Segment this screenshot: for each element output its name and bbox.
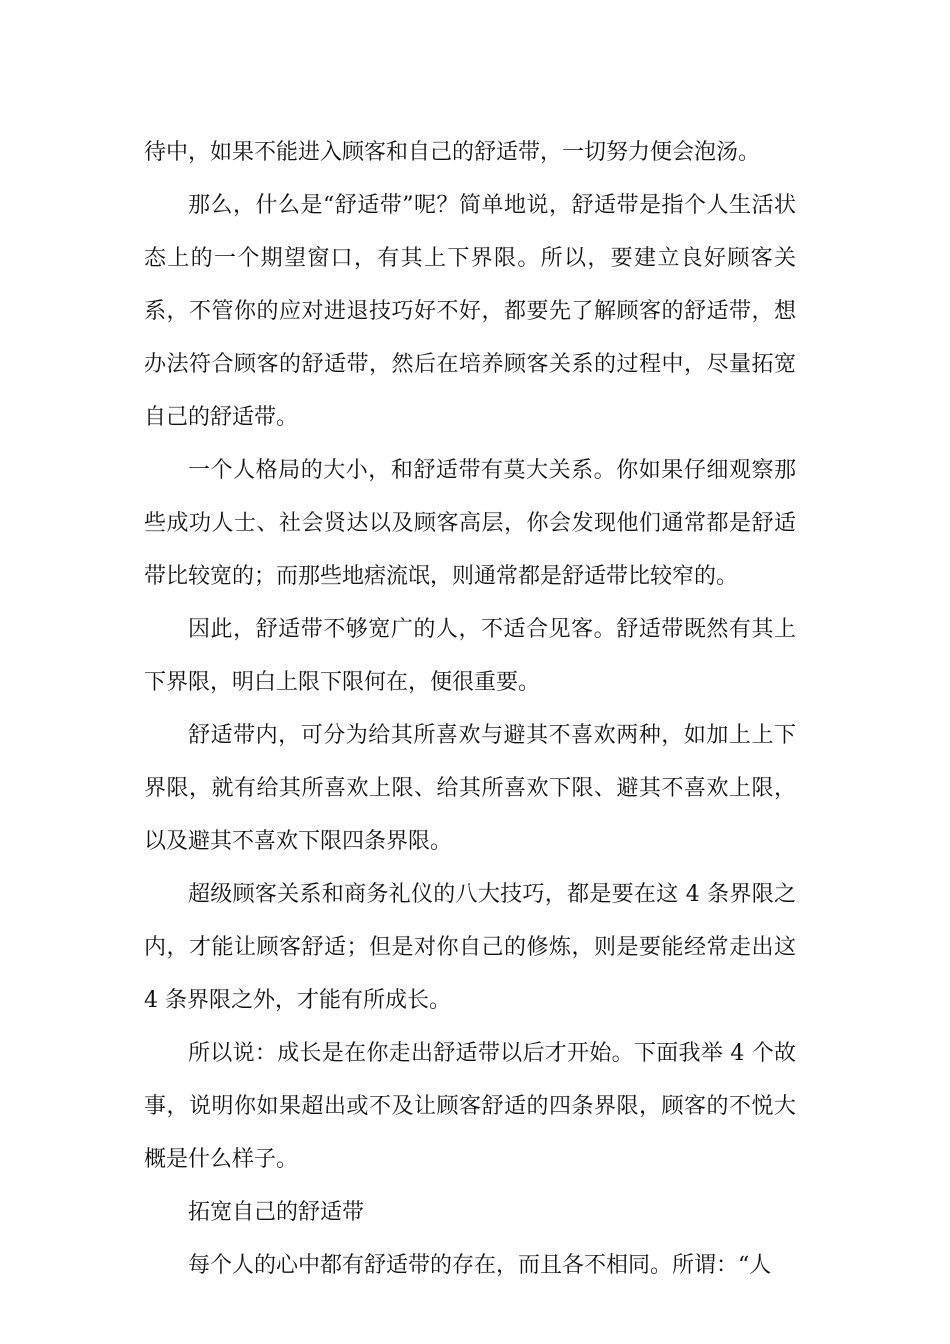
paragraph-6: 超级顾客关系和商务礼仪的八大技巧，都是要在这 4 条界限之内，才能让顾客舒适；但是对你自己的修炼，则是要能经常走出这 4 条界限之外，才能有所成长。 bbox=[144, 882, 796, 1013]
paragraph-7: 所以说：成长是在你走出舒适带以后才开始。下面我举 4 个故事，说明你如果超出或不及让顾客舒适的四条界限，顾客的不悦大概是什么样子。 bbox=[144, 1041, 796, 1172]
paragraph-8: 每个人的心中都有舒适带的存在，而且各不相同。所谓：“人 bbox=[188, 1253, 772, 1278]
paragraph-1: 待中，如果不能进入顾客和自己的舒适带，一切努力便会泡汤。 bbox=[144, 140, 761, 165]
section-heading: 拓宽自己的舒适带 bbox=[188, 1200, 365, 1225]
document-body bbox=[144, 126, 796, 1292]
paragraph-5: 舒适带内，可分为给其所喜欢与避其不喜欢两种，如加上上下界限，就有给其所喜欢上限、给其所喜欢下限、避其不喜欢上限，以及避其不喜欢下限四条界限。 bbox=[144, 723, 796, 854]
paragraph-2: 那么，什么是“舒适带”呢？简单地说，舒适带是指个人生活状态上的一个期望窗口，有其上下界限。所以，要建立良好顾客关系，不管你的应对进退技巧好不好，都要先了解顾客的舒适带，想办法符合顾客的舒适带，然后在培养顾客关系的过程中，尽量拓宽自己的舒适带。 bbox=[144, 193, 796, 430]
paragraph-3: 一个人格局的大小，和舒适带有莫大关系。你如果仔细观察那些成功人士、社会贤达以及顾客高层，你会发现他们通常都是舒适带比较宽的；而那些地痞流氓，则通常都是舒适带比较窄的。 bbox=[144, 458, 796, 589]
paragraph-4: 因此，舒适带不够宽广的人，不适合见客。舒适带既然有其上下界限，明白上限下限何在，便很重要。 bbox=[144, 617, 796, 695]
